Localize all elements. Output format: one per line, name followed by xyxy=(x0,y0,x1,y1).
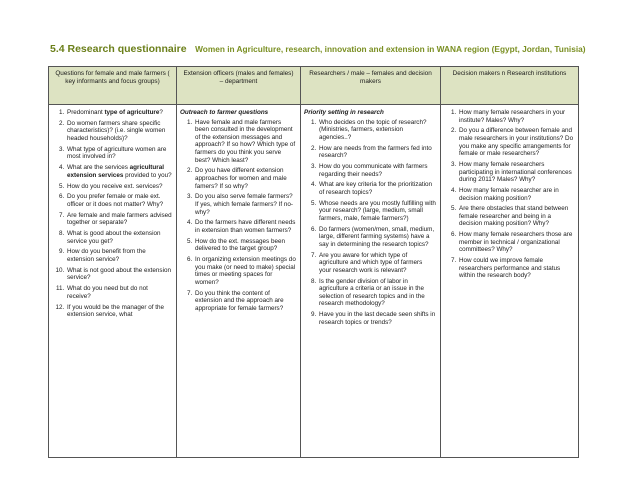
farmers-question-list xyxy=(52,109,172,319)
farmer-question: 7. Are female and male farmers advised together or separate? xyxy=(66,212,172,227)
decision-maker-question: 4. How many female researcher are in decision making position? xyxy=(458,187,574,202)
extension-question: 3. Do you also serve female farmers? If yes, which female farmers? If no- why? xyxy=(194,193,296,216)
farmer-question: 5. How do you receive ext. services? xyxy=(66,183,172,191)
document-title xyxy=(50,43,610,55)
decision-makers-cell xyxy=(441,105,579,458)
farmer-question: 3. What type of agriculture women are most involved in? xyxy=(66,146,172,161)
decision-maker-question: 1. How many female researchers in your institute? Males? Why? xyxy=(458,109,574,124)
section-heading: 5.4 Research questionnaire xyxy=(50,43,187,55)
content-row xyxy=(49,105,579,458)
header-extension-officers: Extension officers (males and females) – department xyxy=(177,67,301,105)
researchers-cell xyxy=(301,105,441,458)
farmer-question: 8. What is good about the extension service you get? xyxy=(66,230,172,245)
questionnaire-table xyxy=(48,66,579,458)
decision-maker-question: 2. Do you a difference between female and male researchers in your institutions? Do you make any specific arrangements for female or male researchers? xyxy=(458,127,574,157)
researcher-question: 3. How do you communicate with farmers regarding their needs? xyxy=(318,163,436,178)
extension-question: 1. Have female and male farmers been consulted in the development of the extension messages and approach? If so how? Which type of farmers do you think you serve best? Which least? xyxy=(194,119,296,165)
researcher-question: 7. Are you aware for which type of agriculture and which type of farmers your research work is relevant? xyxy=(318,252,436,275)
researcher-question: 4. What are key criteria for the prioritization of research topics? xyxy=(318,181,436,196)
outreach-heading: Outreach to farmer questions xyxy=(180,109,269,116)
header-researchers: Researchers / male – females and decision makers xyxy=(301,67,441,105)
priority-heading: Priority setting in research xyxy=(304,109,384,116)
farmer-question: 2. Do women farmers share specific characteristics)? (i.e. single women headed households)? xyxy=(66,120,172,143)
farmers-cell xyxy=(49,105,177,458)
extension-question: 7. Do you think the content of extension and the approach are appropriate for female farmers? xyxy=(194,290,296,313)
extension-cell xyxy=(177,105,301,458)
researcher-question: 1. Who decides on the topic of research? (Ministries, farmers, extension agencies..? xyxy=(318,119,436,142)
farmer-question: 12. If you would be the manager of the extension service, what xyxy=(66,304,172,319)
farmer-question: 1. Predominant type of agriculture? xyxy=(66,109,172,117)
section-subtitle: Women in Agriculture, research, innovation and extension in WANA region (Egypt, Jordan, Tunisia) xyxy=(195,44,586,54)
extension-question: 2. Do you have different extension approaches for women and male famers? If so why? xyxy=(194,167,296,190)
farmer-question: 6. Do you prefer female or male ext. officer or it does not matter? Why? xyxy=(66,193,172,208)
decision-maker-question-list xyxy=(444,109,574,280)
researcher-question: 9. Have you in the last decade seen shifts in research topics or trends? xyxy=(318,311,436,326)
decision-maker-question: 6. How many female researchers those are member in technical / organizational committees? Why? xyxy=(458,231,574,254)
header-row xyxy=(49,67,579,105)
researcher-question-list xyxy=(304,119,436,327)
researcher-question: 2. How are needs from the farmers fed into research? xyxy=(318,145,436,160)
extension-question: 4. Do the farmers have different needs in extension than women farmers? xyxy=(194,219,296,234)
farmer-question: 9. How do you benefit from the extension service? xyxy=(66,248,172,263)
header-decision-makers: Decision makers n Research institutions xyxy=(441,67,579,105)
header-farmers: Questions for female and male farmers ( key informants and focus groups) xyxy=(49,67,177,105)
decision-maker-question: 3. How many female researchers participating in international conferences during 2011? Males? Why? xyxy=(458,161,574,184)
farmer-question: 11. What do you need but do not receive? xyxy=(66,285,172,300)
farmer-question: 4. What are the services agricultural extension services provided to you? xyxy=(66,164,172,179)
farmer-question: 10. What is not good about the extension service? xyxy=(66,267,172,282)
extension-question: 5. How do the ext. messages been delivered to the target group? xyxy=(194,238,296,253)
researcher-question: 8. Is the gender division of labor in agriculture a criteria or an issue in the selection of research topics and in the research methodology? xyxy=(318,278,436,308)
extension-question-list xyxy=(180,119,296,313)
researcher-question: 5. Whose needs are you mostly fulfilling with your research? (large, medium, small farmers, male, female farmers?) xyxy=(318,200,436,223)
researcher-question: 6. Do farmers (women/men, small, medium, large, different farming systems) have a say in determining the research topics? xyxy=(318,226,436,249)
decision-maker-question: 5. Are there obstacles that stand between female researcher and being in a decision making position? Why? xyxy=(458,205,574,228)
decision-maker-question: 7. How could we improve female researchers performance and status within the research body? xyxy=(458,257,574,280)
extension-question: 6. In organizing extension meetings do you make (or need to make) special times or meeting spaces for women? xyxy=(194,256,296,286)
